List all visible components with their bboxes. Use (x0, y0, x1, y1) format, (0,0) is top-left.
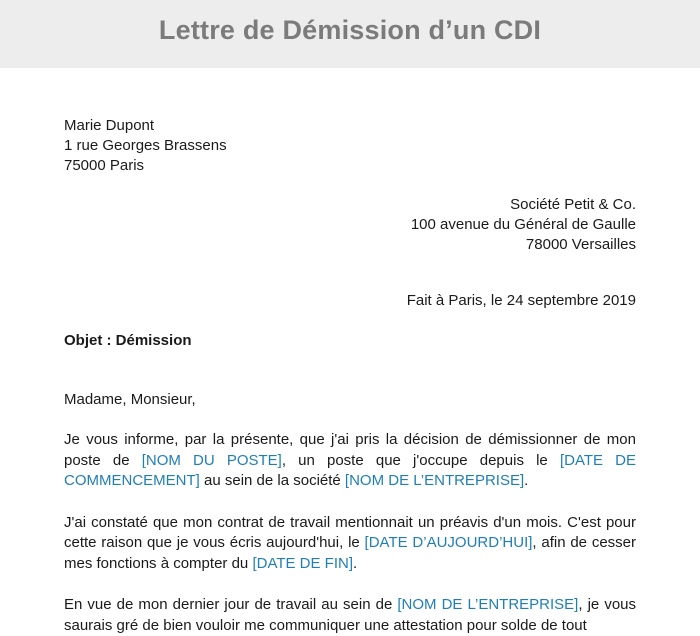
recipient-company: Société Petit & Co. (510, 196, 636, 213)
recipient-street: 100 avenue du Général de Gaulle (410, 216, 636, 233)
recipient-address (64, 195, 636, 255)
sender-city: 75000 Paris (64, 157, 145, 174)
page-title: Lettre de Démission d’un CDI (158, 15, 542, 45)
sender-name: Marie Dupont (64, 117, 155, 134)
placeholder-company-name: [NOM DE L’ENTREPRISE] (344, 472, 525, 489)
paragraph-text: , afin de cesser mes fonctions à compter du (64, 534, 636, 572)
placeholder-end-date: [DATE DE FIN] (252, 554, 353, 572)
paragraph-text: . (524, 472, 529, 489)
sender-address (64, 116, 636, 176)
date-line: Fait à Paris, le 24 septembre 2019 (406, 292, 636, 309)
placeholder-job-title: [NOM DU POSTE] (141, 451, 282, 469)
subject-line: Objet : Démission (64, 332, 192, 349)
paragraph-text: . (353, 554, 358, 572)
paragraph-text: , un poste que j'occupe depuis le (281, 451, 560, 469)
paragraph-text: , je vous saurais gré de bien vouloir me communiquer une attestation pour solde de tout (64, 596, 637, 634)
paragraph-text: au sein de la société (199, 472, 345, 489)
placeholder-today-date: [DATE D’AUJOURD’HUI] (364, 534, 533, 551)
sender-street: 1 rue Georges Brassens (64, 137, 227, 154)
placeholder-start-date: [DATE DE COMMENCEMENT] (64, 451, 636, 489)
placeholder-company-name: [NOM DE L’ENTREPRISE] (397, 596, 579, 613)
paragraph-1 (64, 430, 636, 492)
letter-body (64, 116, 636, 636)
paragraph-2 (64, 513, 636, 575)
salutation: Madame, Monsieur, (64, 391, 196, 408)
recipient-city: 78000 Versailles (525, 236, 636, 253)
paragraph-text: En vue de mon dernier jour de travail au sein de (64, 596, 398, 613)
paragraph-text: Je vous informe, par la présente, que j'ai pris la décision de démissionner de mon poste de (64, 431, 636, 469)
paragraph-text: J'ai constaté que mon contrat de travail mentionnait un préavis d'un mois. C'est pour cette raison que je vous écris aujourd'hui, le (64, 513, 636, 551)
